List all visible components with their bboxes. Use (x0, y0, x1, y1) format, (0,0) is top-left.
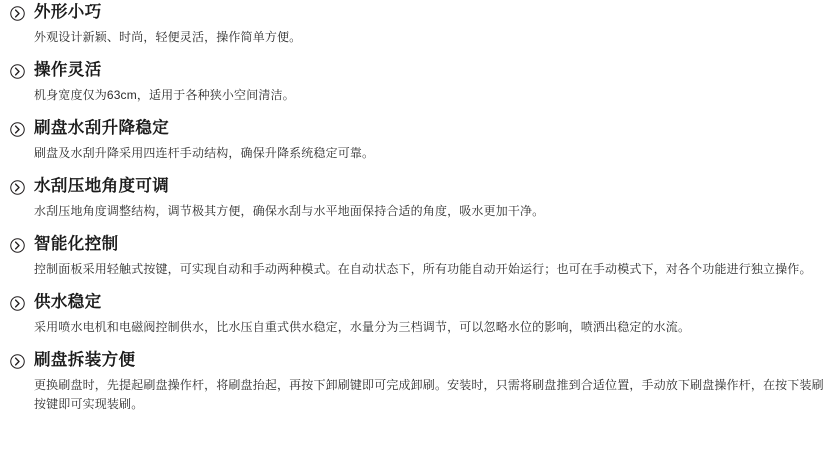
chevron-circle-icon (10, 238, 25, 253)
list-item (0, 60, 836, 105)
chevron-circle-icon (10, 354, 25, 369)
bullet-cell (0, 2, 34, 21)
feature-description: 控制面板采用轻触式按键，可实现自动和手动两种模式。在自动状态下，所有功能自动开始运行；也可在手动模式下，对各个功能进行独立操作。 (34, 261, 812, 276)
feature-title: 刷盘拆装方便 (34, 351, 136, 370)
chevron-circle-icon (10, 296, 25, 311)
bullet-cell (0, 350, 34, 369)
feature-body (34, 118, 826, 163)
feature-title: 外形小巧 (34, 3, 102, 21)
feature-description: 刷盘及水刮升降采用四连杆手动结构，确保升降系统稳定可靠。 (34, 145, 375, 160)
feature-description: 采用喷水电机和电磁阀控制供水，比水压自重式供水稳定，水量分为三档调节，可以忽略水位的影响，喷洒出稳定的水流。 (34, 319, 691, 334)
feature-description: 机身宽度仅为63cm，适用于各种狭小空间清洁。 (34, 87, 295, 102)
feature-title: 操作灵活 (34, 61, 102, 80)
feature-body (34, 234, 826, 279)
feature-body (34, 176, 826, 221)
feature-title: 刷盘水刮升降稳定 (34, 119, 170, 138)
feature-body (34, 60, 826, 105)
list-item (0, 2, 836, 47)
bullet-cell (0, 118, 34, 137)
list-item (0, 234, 836, 279)
feature-description: 更换刷盘时，先提起刷盘操作杆，将刷盘抬起，再按下卸刷键即可完成卸刷。安装时，只需将刷盘推到合适位置，手动放下刷盘操作杆，在按下装刷按键即可实现装刷。 (34, 378, 824, 412)
list-item (0, 292, 836, 337)
feature-description: 水刮压地角度调整结构，调节极其方便，确保水刮与水平地面保持合适的角度，吸水更加干净。 (34, 203, 545, 218)
feature-title: 水刮压地角度可调 (34, 177, 170, 196)
feature-title: 智能化控制 (34, 235, 119, 254)
feature-body (34, 292, 826, 337)
chevron-circle-icon (10, 122, 25, 137)
chevron-circle-icon (10, 180, 25, 195)
bullet-cell (0, 234, 34, 253)
feature-body (34, 350, 826, 415)
list-item (0, 350, 836, 415)
bullet-cell (0, 176, 34, 195)
feature-title: 供水稳定 (34, 293, 102, 312)
feature-body (34, 2, 826, 47)
list-item (0, 118, 836, 163)
chevron-circle-icon (10, 6, 25, 21)
bullet-cell (0, 292, 34, 311)
chevron-circle-icon (10, 64, 25, 79)
list-item (0, 176, 836, 221)
feature-list (0, 2, 836, 415)
bullet-cell (0, 60, 34, 79)
feature-description: 外观设计新颖、时尚，轻便灵活，操作简单方便。 (34, 29, 302, 44)
